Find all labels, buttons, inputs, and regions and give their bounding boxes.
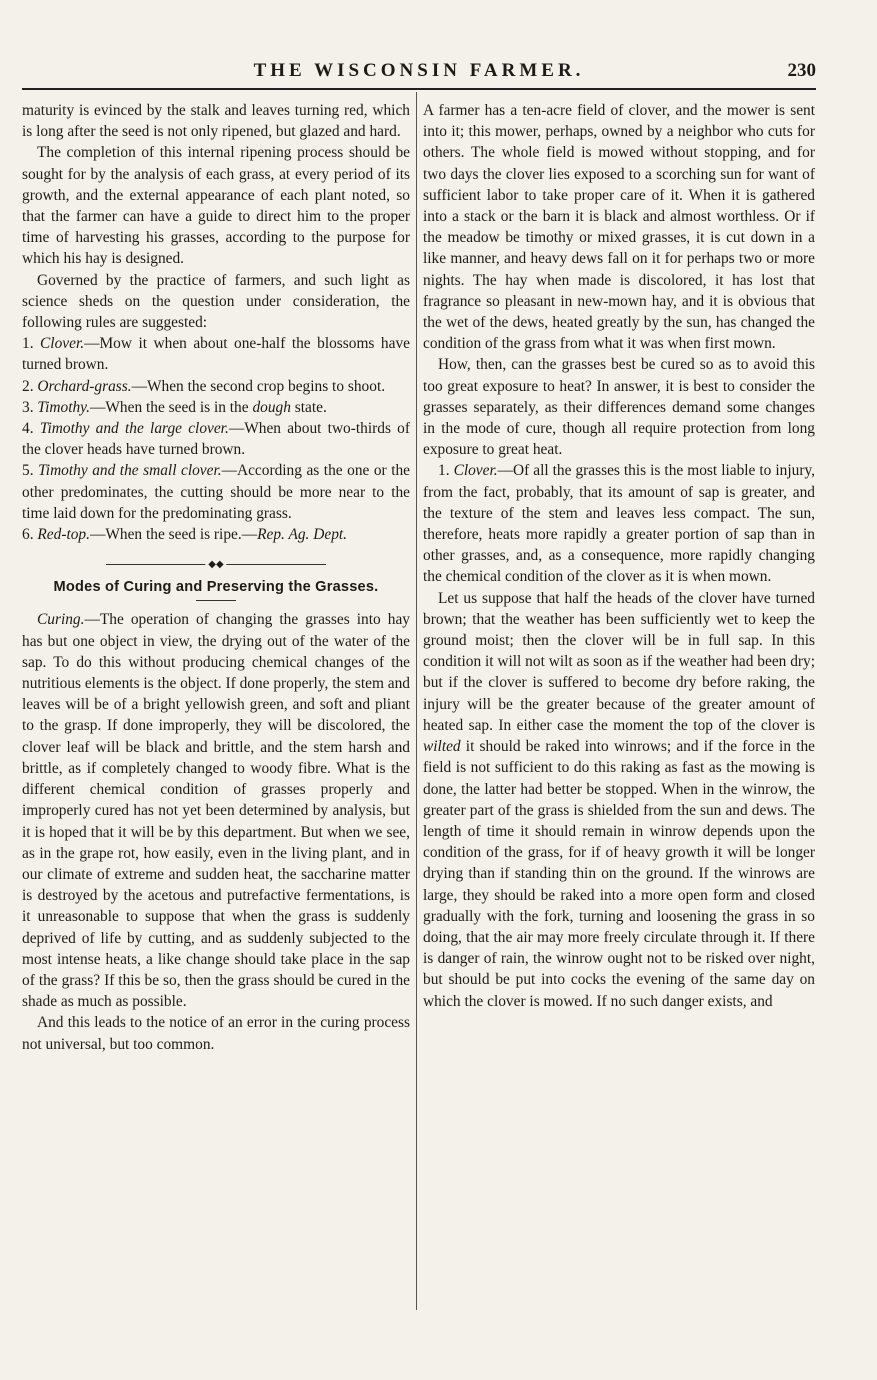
rule-name: Timothy.	[37, 398, 91, 416]
paragraph	[423, 588, 815, 1012]
rule-name: Red-top.	[37, 526, 90, 544]
paragraph-label: Clover.	[453, 462, 498, 480]
rule-item	[22, 376, 410, 397]
rule-number: 4.	[22, 420, 34, 438]
rule-name: Timothy and the small clover.	[38, 462, 222, 480]
running-title: THE WISCONSIN FARMER.	[253, 60, 585, 81]
rule-item	[22, 460, 410, 524]
paragraph-emphasis: wilted	[423, 738, 461, 756]
section-ornament	[106, 559, 326, 571]
rule-text: —When the seed is ripe.—	[89, 526, 258, 544]
page-number: 230	[787, 60, 816, 81]
left-column	[22, 100, 410, 1055]
rule-number: 6.	[22, 526, 34, 544]
heading-rule	[196, 600, 236, 605]
rule-number: 5.	[22, 462, 34, 480]
paragraph	[423, 460, 815, 587]
rule-number: 2.	[22, 377, 34, 395]
paragraph-text: —Of all the grasses this is the most liable to injury, from the fact, probably, that its amount of sap is greater, and the texture of the stem and leaves less compact. The sun, therefore, heats more rapidly a greater portion of sap than in other grasses, and, as a consequence, more rapidly changing the chemical condition of the clover as it is when mown.	[423, 462, 815, 586]
rule-item	[22, 333, 410, 375]
paragraph: A farmer has a ten-acre field of clover, and the mower is sent into it; this mower, perhaps, owned by a neighbor who cuts for others. The whole field is mowed without stopping, and for two days the clover lies exposed to a scorching sun for want of sufficient labor to take proper care of it. When it is gathered into a stack or the barn it is black and almost worthless. Or if the meadow be timothy or mixed grasses, it is cut down in a like manner, and heavy dews fall on it for perhaps two or more nights. The hay when made is discolored, it has lost that fragrance so pleasant in new-mown hay, and it is obvious that the wet of the dews, heated greatly by the sun, has changed the condition of the grass from what it was when first mown.	[423, 102, 815, 353]
item-number: 1.	[438, 462, 450, 480]
rule-text: state.	[290, 398, 327, 416]
rule-name: Timothy and the large clover.	[39, 420, 229, 438]
rule-text: —When about two-thirds of the clover heads have turned brown.	[22, 420, 411, 459]
page-header	[22, 60, 816, 84]
paragraph-text: —The operation of changing the grasses into hay has but one object in view, the drying out of the water of the sap. To do this without producing chemical changes of the nutritious elements is the object. If done properly, the stem and leaves will be of a bright yellowish green, and soft and pliant to the grasp. If done improperly, they will be discolored, the clover leaf will be black and brittle, and the stem harsh and brittle, as if completely changed to woody fibre. What is the different chemical condition of grasses properly and improperly cured has not yet been determined by analysis, but it is hoped that it will be by this department. But when we see, as in the grape rot, how easily, even in the living plant, and in our climate of extreme and sudden heat, the saccharine matter is destroyed by the acetous and putrefactive fermentations, is it unreasonable to suppose that when the grass is suddenly deprived of life by cutting, and as suddenly subjected to the most intense heats, a like change should take place in the sap of the grass? If this be so, then the grass should be cured in the shade as much as possible.	[22, 611, 410, 1011]
ornament-dots-icon: ◆◆	[205, 559, 226, 571]
paragraph: And this leads to the notice of an error in the curing process not universal, but too common.	[22, 1014, 410, 1053]
paragraph: maturity is evinced by the stalk and leaves turning red, which is long after the seed is not only ripened, but glazed and hard.	[22, 102, 410, 141]
rule-number: 3.	[22, 398, 34, 416]
header-rule	[22, 88, 816, 90]
paragraph-label: Curing.	[37, 611, 85, 629]
rule-source: Rep. Ag. Dept.	[257, 526, 348, 544]
paragraph-text: Let us suppose that half the heads of the clover have turned brown; that the weather has been sufficiently wet to keep the ground moist; then the clover will be in full sap. In this condition it will not wilt as soon as if the weather had been dry; but if the clover is suffered to become dry before raking, the injury will be the greater because of the greater amount of heated sap. In either case the moment the top of the clover is	[423, 589, 815, 734]
rule-text: —According as the one or the other predominates, the cutting should be more near to the time laid down for the predominating grass.	[22, 462, 411, 522]
rule-name: Orchard-grass.	[37, 377, 132, 395]
rule-emphasis: dough	[252, 398, 291, 416]
paragraph: The completion of this internal ripening process should be sought for by the analysis of each grass, at every period of its growth, and the external appearance of each plant noted, so that the farmer can have a guide to direct him to the proper time of harvesting his grasses, according to the purpose for which his hay is designed.	[22, 144, 410, 268]
paragraph: Governed by the practice of farmers, and such light as science sheds on the question under consideration, the following rules are suggested:	[22, 271, 410, 332]
section-heading: Modes of Curing and Preserving the Grasses.	[53, 579, 379, 596]
paragraph: How, then, can the grasses best be cured so as to avoid this too great exposure to heat? In answer, it is best to consider the grasses separately, as their differences demand some changes in the mode of cure, though all require protection from long exposure to great heat.	[423, 356, 815, 459]
paragraph-text: it should be raked into winrows; and if the force in the field is not sufficient to do this raking as fast as the mowing is done, the latter had better be stopped. When in the winrow, the greater part of the grass is shielded from the sun and dews. The length of time it should remain in winrow depends upon the condition of the grass, for if of heavy growth it will be longer drying than if standing thin on the ground. If the winrows are large, they should be raked into a more open form and closed gradually with the fork, turning and loosening the grass in so doing, that the air may more freely circulate through it. If there is danger of rain, the winrow ought not to be risked over night, but should be put into cocks the evening of the same day on which the clover is mowed. If no such danger exists, and	[423, 738, 815, 1010]
rule-number: 1.	[22, 335, 34, 353]
right-column	[423, 100, 815, 1012]
rule-text: —When the second crop begins to shoot.	[131, 377, 386, 395]
rule-item	[22, 418, 410, 460]
paragraph	[22, 609, 410, 1012]
rule-item	[22, 397, 410, 418]
rule-text: —Mow it when about one-half the blossoms have turned brown.	[22, 335, 410, 374]
rule-item	[22, 524, 410, 545]
column-divider	[416, 92, 417, 1310]
rule-name: Clover.	[40, 335, 85, 353]
rule-text: —When the seed is in the	[90, 398, 253, 416]
